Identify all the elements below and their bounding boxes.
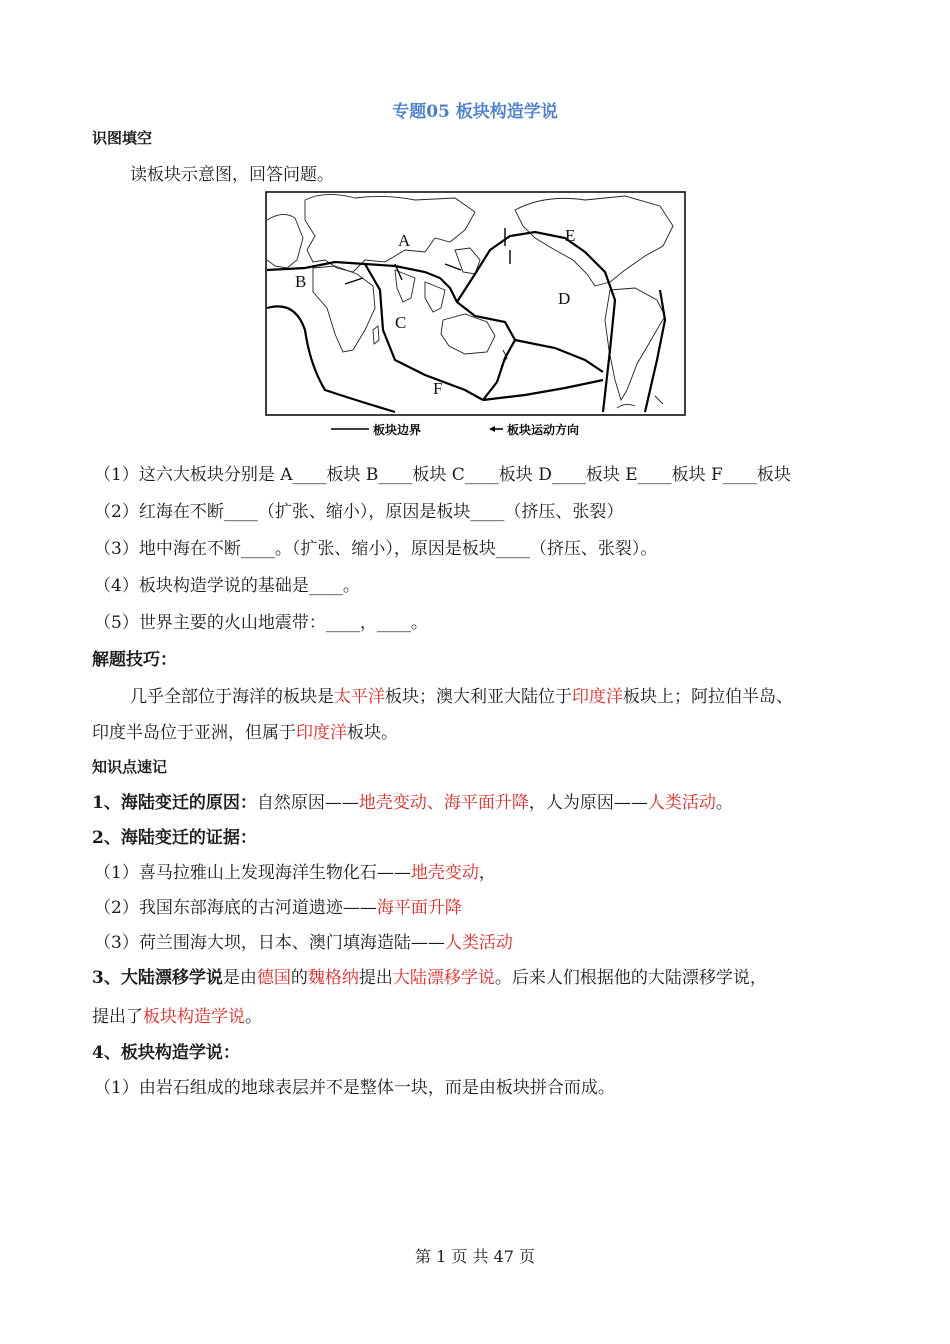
plate-label-a: A bbox=[398, 231, 411, 250]
plate-label-e: E bbox=[565, 226, 576, 245]
legend-boundary-label: 板块边界 bbox=[373, 423, 422, 437]
question-5: （5）世界主要的火山地震带：____，____。 bbox=[94, 613, 428, 633]
plate-label-d: D bbox=[558, 289, 571, 308]
evidence-3: （3）荷兰围海大坝，日本、澳门填海造陆——人类活动 bbox=[94, 933, 513, 953]
plate-map bbox=[265, 190, 687, 440]
knowledge-item-2-heading: 2、海陆变迁的证据： bbox=[92, 828, 257, 848]
page-title: 专题05 板块构造学说 bbox=[392, 102, 558, 122]
knowledge-item-3: 3、大陆漂移学说是由德国的魏格纳提出大陆漂移学说。后来人们根据他的大陆漂移学说， bbox=[92, 968, 767, 988]
map-frame bbox=[266, 192, 685, 415]
page-footer: 第 1 页 共 47 页 bbox=[415, 1247, 535, 1266]
answer-indian-ocean-2: 印度洋 bbox=[296, 723, 347, 743]
knowledge-item-1: 1、海陆变迁的原因：自然原因——地壳变动、海平面升降，人为原因——人类活动。 bbox=[92, 793, 733, 813]
knowledge-item-3-line-2: 提出了板块构造学说。 bbox=[92, 1007, 262, 1027]
plate-label-c: C bbox=[395, 313, 407, 332]
evidence-1: （1）喜马拉雅山上发现海洋生物化石——地壳变动， bbox=[94, 863, 496, 883]
plate-label-b: B bbox=[295, 272, 307, 291]
evidence-2: （2）我国东部海底的古河道遗迹——海平面升降 bbox=[94, 898, 462, 918]
knowledge-item-4-heading: 4、板块构造学说： bbox=[92, 1043, 240, 1063]
question-2: （2）红海在不断____（扩张、缩小），原因是板块____（挤压、张裂） bbox=[94, 502, 624, 522]
legend-arrow-head bbox=[489, 426, 495, 432]
question-1: （1）这六大板块分别是 A____板块 B____板块 C____板块 D____板块 E____板块 F____板块 bbox=[94, 465, 791, 485]
knowledge-item-4-point-1: （1）由岩石组成的地球表层并不是整体一块，而是由板块拼合而成。 bbox=[94, 1078, 615, 1098]
question-4: （4）板块构造学说的基础是____。 bbox=[94, 576, 360, 596]
knowledge-heading: 知识点速记 bbox=[92, 758, 168, 776]
map-legend bbox=[331, 422, 579, 437]
section-heading-map: 识图填空 bbox=[92, 129, 153, 147]
answer-pacific: 太平洋 bbox=[334, 687, 385, 707]
tips-line-2: 印度半岛位于亚洲，但属于印度洋板块。 bbox=[92, 723, 398, 743]
tips-heading: 解题技巧： bbox=[92, 650, 177, 670]
intro-text: 读板块示意图，回答问题。 bbox=[130, 165, 334, 185]
plate-label-f: F bbox=[433, 379, 443, 398]
answer-indian-ocean: 印度洋 bbox=[572, 687, 623, 707]
question-3: （3）地中海在不断____。（扩张、缩小），原因是板块____（挤压、张裂）。 bbox=[94, 539, 658, 559]
tips-line-1: 几乎全部位于海洋的板块是太平洋板块；澳大利亚大陆位于印度洋板块上；阿拉伯半岛、 bbox=[130, 687, 793, 707]
legend-direction-label: 板块运动方向 bbox=[507, 423, 580, 437]
